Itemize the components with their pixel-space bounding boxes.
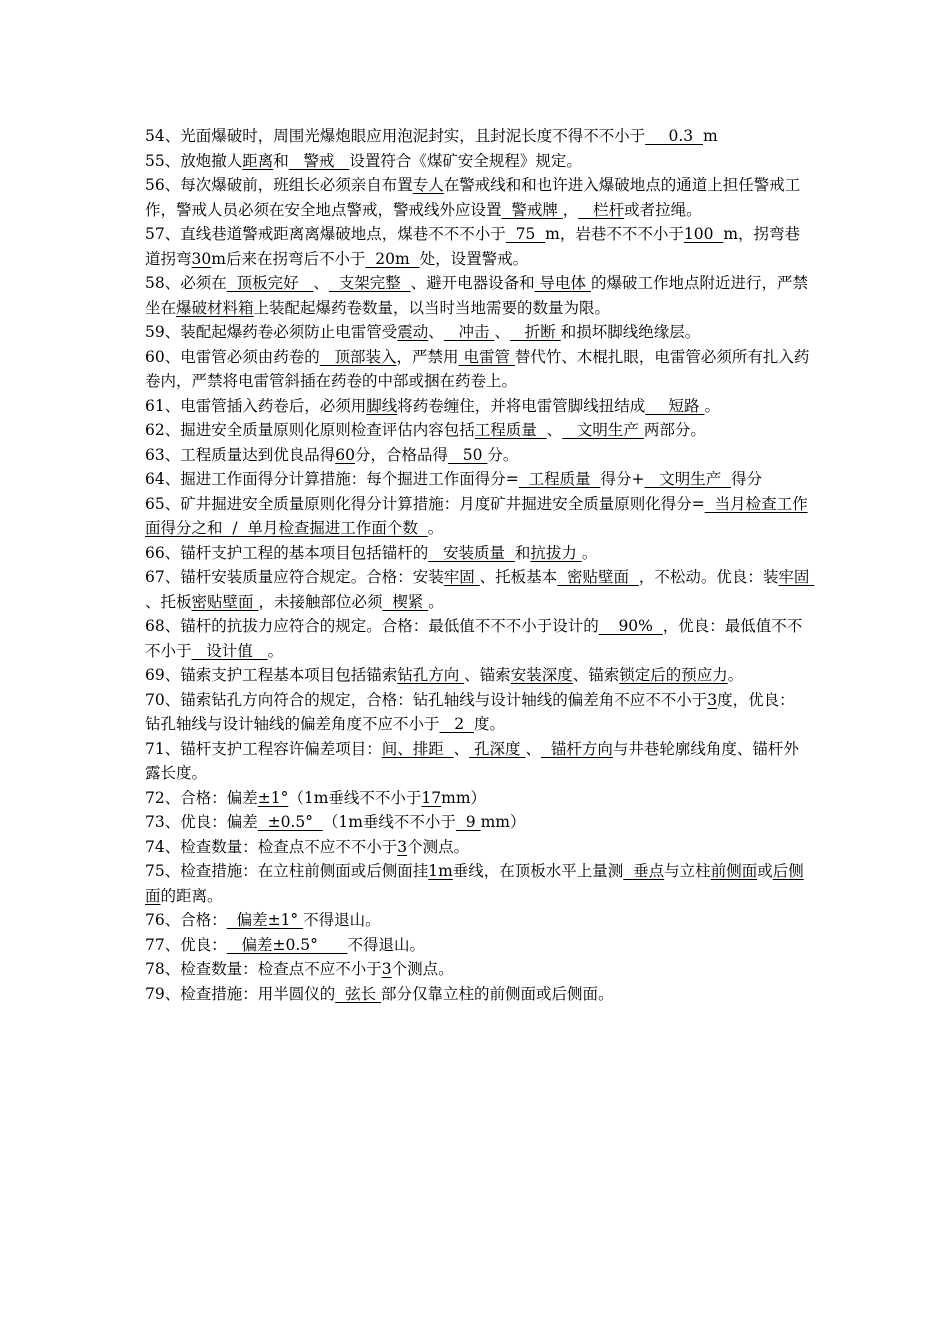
answer-blank: 锁定后的预应力	[619, 666, 728, 684]
question-66	[145, 541, 810, 566]
question-text: 的距离。	[160, 886, 223, 905]
answer-blank: 3	[397, 837, 408, 856]
question-text: 、	[313, 274, 329, 292]
answer-blank: 工程质量	[518, 470, 601, 488]
answer-blank: 折断	[510, 323, 561, 341]
question-text: 的爆破工作地点附近进行，严禁坐在	[145, 274, 808, 317]
question-text: 67、锚杆安装质量应符合规定。合格：安装	[145, 568, 444, 586]
question-text: 设置符合《煤矿安全规程》规定。	[349, 151, 582, 170]
answer-blank: 爆破材料箱	[176, 298, 254, 317]
question-text: 、	[546, 421, 563, 439]
question-text: m	[703, 127, 718, 145]
answer-blank: 密贴壁面	[191, 592, 259, 611]
answer-blank: 文明生产	[562, 421, 644, 439]
question-text: m，拐弯巷道拐弯	[145, 225, 801, 268]
question-62	[145, 418, 810, 443]
question-text: 度。	[474, 715, 506, 733]
answer-blank: 锚杆方向	[540, 739, 613, 758]
question-79	[145, 982, 810, 1007]
answer-blank: 偏差±0.5°	[226, 935, 348, 954]
answer-blank: 抗拔力	[530, 543, 582, 562]
question-text: 75、检查措施：在立柱前侧面或后侧面挂	[145, 862, 429, 880]
answer-blank: 顶板完好	[226, 274, 314, 292]
question-text: 58、必须在	[145, 274, 227, 292]
question-text: 59、装配起爆药卷必须防止电雷管受	[145, 323, 398, 341]
question-text: 度，优良：钻孔轴线与设计轴线的偏差角度不应不小于	[145, 690, 795, 733]
answer-blank: 50	[447, 445, 488, 464]
question-text: ，不松动。优良：装	[638, 568, 779, 586]
answer-blank: 密贴壁面	[557, 568, 639, 586]
question-text: 79、检查措施：用半圆仪的	[145, 984, 336, 1003]
answer-blank: 警戒	[288, 151, 350, 170]
question-text: 、	[494, 323, 510, 341]
answer-blank: 9	[455, 813, 481, 831]
answer-blank: 当月检查工作面得分之和 / 单月检查掘进工作面个数	[145, 494, 808, 537]
question-text: 、托板	[145, 592, 192, 611]
question-78	[145, 957, 810, 982]
answer-blank: 工程质量	[474, 421, 547, 439]
question-text: 分，合格品得	[354, 445, 448, 464]
question-text: 。	[267, 641, 284, 660]
question-text: 、	[428, 323, 444, 341]
question-text: 61、电雷管插入药卷后，必须用	[145, 396, 367, 415]
question-text: 70、锚索钻孔方向符合的规定，合格：钻孔轴线与设计轴线的偏差角不应不不小于	[145, 690, 708, 709]
question-65	[145, 492, 810, 541]
question-text: ，严禁用	[396, 347, 459, 366]
answer-blank: 导电体	[534, 274, 591, 292]
question-text: 、	[453, 739, 470, 758]
question-56	[145, 173, 810, 222]
answer-blank: 偏差±1°	[226, 911, 304, 929]
answer-blank: 前侧面	[710, 862, 758, 880]
answer-blank: 震动	[397, 323, 429, 341]
answer-blank: 安装深度	[510, 666, 573, 684]
question-text: m，岩巷不不不小于	[545, 225, 684, 243]
question-text: 将药卷缠住，并将电雷管脚线扭结成	[397, 396, 646, 415]
question-58	[145, 271, 810, 320]
answer-blank: 20m	[365, 249, 420, 268]
answer-blank: 钻孔方向	[397, 666, 465, 684]
answer-blank: 17	[421, 788, 442, 807]
question-72	[145, 786, 810, 811]
question-text: 63、工程质量达到优良品得	[145, 445, 336, 464]
answer-blank: 1m	[428, 862, 453, 880]
question-text: 两部分。	[643, 421, 706, 439]
question-74	[145, 835, 810, 860]
question-61	[145, 394, 810, 419]
question-text: 得分+	[600, 470, 645, 488]
question-70	[145, 688, 810, 737]
answer-blank: 电雷管	[458, 347, 515, 366]
answer-blank: 设计值	[191, 641, 268, 660]
question-text: 、托板基本	[479, 568, 558, 586]
question-text: 74、检查数量：检查点不应不不小于	[145, 837, 398, 856]
answer-blank: ±0.5°	[257, 813, 323, 831]
question-63	[145, 443, 810, 468]
answer-blank: 孔深度	[469, 739, 526, 758]
question-text: mm）	[480, 813, 526, 831]
question-text: 69、锚索支护工程基本项目包括锚索	[145, 666, 398, 684]
question-text: m后来在拐弯后不小于	[211, 249, 366, 268]
question-73	[145, 810, 810, 835]
answer-blank: ±1°	[257, 788, 289, 807]
answer-blank: 3	[707, 690, 718, 709]
question-text: （1m垂线不不小于	[322, 813, 456, 831]
answer-blank: 距离	[242, 151, 274, 170]
question-text: 垂线，在顶板水平上量测	[452, 862, 624, 880]
answer-blank: 100	[683, 225, 724, 243]
question-text: 76、合格：	[145, 911, 227, 929]
question-text: ，	[562, 200, 579, 219]
question-71	[145, 737, 810, 786]
answer-blank: 垂点	[623, 862, 665, 880]
question-text: 57、直线巷道警戒距离离爆破地点，煤巷不不不小于	[145, 225, 506, 243]
question-text: 、避开电器设备和	[410, 274, 535, 292]
question-text: 分。	[487, 445, 519, 464]
question-text: 78、检查数量：检查点不应不小于	[145, 960, 382, 978]
answer-blank: 专人	[412, 176, 444, 194]
question-text: 或	[757, 862, 773, 880]
answer-blank: 间、排距	[381, 739, 454, 758]
question-59	[145, 320, 810, 345]
answer-blank: 安装质量	[428, 543, 515, 562]
question-text: 56、每次爆破前，班组长必须亲自布置	[145, 176, 413, 194]
question-text: 73、优良：偏差	[145, 813, 258, 831]
document-page	[145, 124, 815, 1006]
question-text: 。	[727, 666, 744, 684]
question-text: 55、放炮撤人	[145, 151, 243, 170]
question-57	[145, 222, 810, 271]
question-text: 或者拉绳。	[624, 200, 702, 219]
answer-blank: 后侧面	[145, 862, 804, 905]
question-64	[145, 467, 810, 492]
question-text: 处，设置警戒。	[419, 249, 529, 268]
question-text: 72、合格：偏差	[145, 788, 258, 807]
question-text: 和	[273, 151, 289, 170]
question-text: 。	[428, 592, 444, 611]
question-77	[145, 933, 810, 958]
answer-blank: 脚线	[366, 396, 398, 415]
question-text: 60、电雷管必须由药卷的	[145, 347, 320, 366]
question-text: 64、掘进工作面得分计算措施：每个掘进工作面得分=	[145, 470, 519, 488]
question-text: 个测点。	[391, 960, 454, 978]
answer-blank: 冲击	[443, 323, 495, 341]
question-67	[145, 565, 815, 614]
question-text: 和损坏脚线绝缘层。	[560, 323, 701, 341]
answer-blank: 栏杆	[578, 200, 625, 219]
question-text: 与立柱	[664, 862, 711, 880]
question-text: ，未接触部位必须	[258, 592, 383, 611]
question-text: 部分仅靠立柱的前侧面或后侧面。	[381, 984, 614, 1003]
answer-blank: 楔紧	[382, 592, 429, 611]
question-text: 个测点。	[407, 837, 470, 856]
question-68	[145, 614, 810, 663]
answer-blank: 顶部装入	[319, 347, 397, 366]
question-text: ，优良：最低值不不不小于	[145, 617, 803, 660]
question-text: 。	[427, 519, 444, 537]
question-text: 替代竹、木棍扎眼，电雷管必须所有扎入药卷内，严禁将电雷管斜插在药卷的中部或捆在药卷上。	[145, 347, 810, 390]
question-text: （1m垂线不不小于	[288, 788, 422, 807]
question-text: 、锚索	[464, 666, 511, 684]
question-75	[145, 859, 810, 908]
question-76	[145, 908, 810, 933]
question-text: 在警戒线和和也许进入爆破地点的通道上担任警戒工作，警戒人员必须在安全地点警戒，警戒线外应设置	[145, 176, 801, 219]
question-69	[145, 663, 810, 688]
answer-blank: ___0.3	[645, 127, 703, 145]
answer-blank: 75	[505, 225, 546, 243]
answer-blank: 警戒牌	[501, 200, 563, 219]
question-text: 不得退山。	[347, 935, 425, 954]
answer-blank: 30	[191, 249, 212, 268]
question-text: 65、矿井掘进安全质量原则化得分计算措施：月度矿井掘进安全质量原则化得分=	[145, 494, 705, 513]
answer-blank: 支架完整	[328, 274, 411, 292]
question-text: 和	[514, 543, 531, 562]
question-text: mm）	[441, 788, 487, 807]
question-text: 不得退山。	[303, 911, 381, 929]
question-60	[145, 345, 810, 394]
answer-blank: 60	[335, 445, 355, 464]
question-text: 、锚索	[572, 666, 620, 684]
answer-blank: 2	[439, 715, 475, 733]
question-text: 、	[525, 739, 541, 758]
question-text: 68、锚杆的抗拔力应符合的规定。合格：最低值不不不小于设计的	[145, 617, 599, 635]
question-text: 77、优良：	[145, 935, 227, 954]
question-55	[145, 149, 810, 174]
question-text: 得分	[731, 470, 763, 488]
question-text: 66、锚杆支护工程的基本项目包括锚杆的	[145, 543, 429, 562]
question-text: 71、锚杆支护工程容许偏差项目：	[145, 739, 382, 758]
answer-blank: 牢固	[443, 568, 480, 586]
answer-blank: 弦长	[335, 984, 382, 1003]
answer-blank: 3	[381, 960, 392, 978]
question-text: 上装配起爆药卷数量，以当时当地需要的数量为限。	[253, 298, 611, 317]
question-54	[145, 124, 810, 149]
answer-blank: 90%	[598, 617, 663, 635]
question-text: 54、光面爆破时，周围光爆炮眼应用泡泥封实，且封泥长度不得不不小于	[145, 127, 646, 145]
question-text: 。	[581, 543, 598, 562]
answer-blank: 文明生产	[644, 470, 732, 488]
answer-blank: 牢固	[778, 568, 815, 586]
question-text: 。	[704, 396, 720, 415]
question-text: 62、掘进安全质量原则化原则检查评估内容包括	[145, 421, 475, 439]
question-text: 与井巷轮廓线角度、锚杆外露长度。	[145, 739, 799, 782]
answer-blank: ___短路	[645, 396, 705, 415]
